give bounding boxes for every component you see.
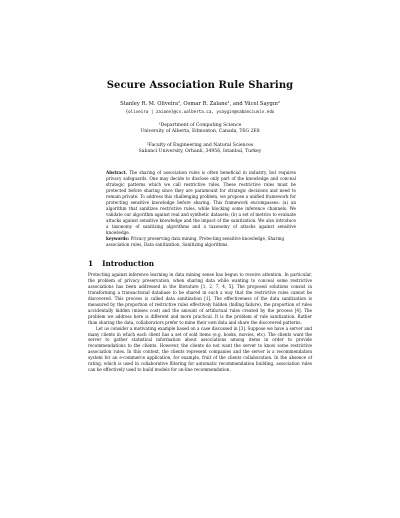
author-names: Stanley R. M. Oliveira¹, Osmar R. Zaïane¹, and Yücel Saygın² xyxy=(120,101,280,107)
section-heading xyxy=(88,259,154,268)
affiliation-1 xyxy=(0,123,400,135)
keywords xyxy=(106,236,296,248)
paper-title: Secure Association Rule Sharing xyxy=(106,80,294,91)
affiliation-2-address: Sabanci University, Orhanli, 34956, Istanbul, Turkey xyxy=(138,149,262,154)
abstract-label: Abstract. xyxy=(106,170,128,175)
affiliation-1-address: University of Alberta, Edmonton, Canada, T6G 2E8 xyxy=(140,129,260,134)
author-emails: {oliveira | zaiane}@cs.ualberta.ca, ysaygin@sabanciuniv.edu xyxy=(125,109,275,114)
section-number: 1 xyxy=(88,259,94,268)
keywords-text: Privacy preserving data mining, Protecting sensitive knowledge, Sharing association rules, Data sanitization, Sanitizing algorithms. xyxy=(106,236,285,247)
section-title: Introduction xyxy=(102,259,155,268)
abstract xyxy=(106,170,296,236)
keywords-label: keywords: xyxy=(106,236,130,241)
intro-paragraph-1: Protecting against inference learning in data mining sense has begun to receive attention. In particular, the problem of privacy preservation, when sharing data while wanting to conceal some restrictive associations has been addressed in the literature [1, 2, 7, 4, 5]. The proposed solutions consist in transforming a transactional database to be shared in such a way that the restrictive rules cannot be discovered. This process is called data sanitization [1]. The effectiveness of the data sanitization is measured by the proportion of restrictive rules effectively hidden (hiding failure), the proportion of rules accidentally hidden (misses cost) and the amount of artifactual rules created by the process [4]. The problem we address here is different and more practical. It is the problem of rule sanitization. Rather than sharing the data, collaborators prefer to mine their own data and share the discovered patterns. xyxy=(88,272,312,325)
abstract-text: The sharing of association rules is often beneficial in industry, but requires privacy safeguards. One may decide to disclose only part of the knowledge and conceal strategic patterns which we call restrictive rules. These restrictive rules must be protected before sharing since they are paramount for strategic decisions and need to remain private. To address this challenging problem, we propose a unified framework for protecting sensitive knowledge before sharing. This framework encompasses: (a) an algorithm that sanitizes restrictive rules, while blocking some inference channels. We validate our algorithm against real and synthetic datasets; (b) a set of metrics to evaluate attacks against sensitive knowledge and the impact of the sanitization. We also introduce a taxonomy of sanitizing algorithms and a taxonomy of attacks against sensitive knowledge. xyxy=(106,170,296,235)
affiliation-2-faculty: ²Faculty of Engineering and Natural Sciences xyxy=(146,143,254,148)
introduction-body xyxy=(88,272,312,373)
affiliation-2 xyxy=(0,143,400,155)
intro-paragraph-2: Let us consider a motivating example based on a case discussed in [3]. Suppose we have a server and many clients in which each client has a set of sold items (e.g. books, movies, etc). The clients want the server to gather statistical information about associations among items in order to provide recommendations to the clients. However, the clients do not want the server to know some restrictive association rules. In this context, the clients represent companies and the server is a recommendation system for an e-commerce application, for example, fruit of the clients collaboration. In the absence of rating, which is used in collaborative filtering for automatic recommendation building, association rules can be effectively used to build models for on-line recommendation. xyxy=(88,325,312,373)
affiliation-1-department: ¹Department of Computing Science xyxy=(158,123,242,128)
author-block xyxy=(0,101,400,115)
